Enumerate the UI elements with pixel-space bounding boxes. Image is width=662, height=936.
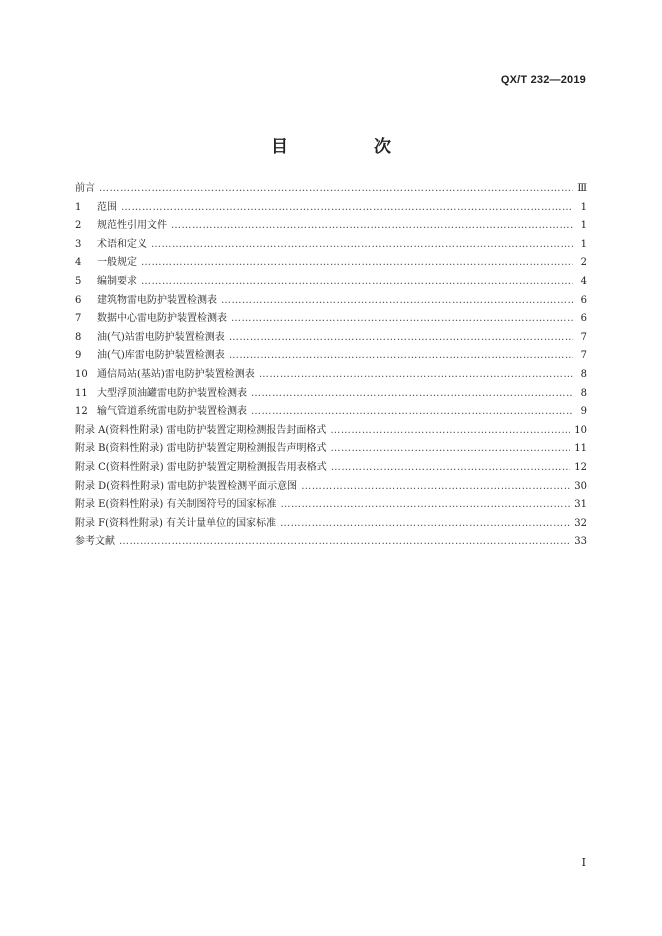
toc-leader-dots	[119, 533, 570, 552]
toc-leader-dots	[121, 199, 573, 218]
toc-entry-title: 前言	[75, 183, 95, 194]
toc-entry-number: 2	[75, 220, 82, 232]
toc-entry-number: 3	[75, 238, 82, 250]
toc-leader-dots	[141, 254, 573, 273]
toc-leader-dots	[99, 180, 573, 199]
toc-entry-page: 12	[574, 461, 587, 473]
toc-entry-number: 8	[75, 331, 82, 343]
toc-entry-title: 数据中心雷电防护装置检测表	[97, 313, 227, 325]
toc-leader-dots	[330, 422, 570, 441]
toc-entry-title: 输气管道系统雷电防护装置检测表	[97, 406, 247, 418]
toc-entry[interactable]	[75, 199, 587, 218]
toc-entry[interactable]	[75, 422, 587, 441]
toc-entry-title: 范围	[97, 201, 117, 213]
toc-entry-title: 附录 D(资料性附录) 雷电防护装置检测平面示意图	[75, 480, 298, 492]
toc-entry-number: 12	[75, 406, 88, 418]
toc-entry[interactable]	[75, 385, 587, 404]
toc-leader-dots	[171, 217, 573, 236]
toc-entry[interactable]	[75, 366, 587, 385]
toc-entry[interactable]	[75, 273, 587, 292]
toc-entry-page: 9	[580, 406, 587, 418]
toc-entry-title: 编制要求	[97, 275, 137, 287]
toc-entry-page: 7	[580, 350, 587, 362]
toc-entry-page: 31	[574, 499, 587, 511]
toc-entry[interactable]	[75, 496, 587, 515]
toc-leader-dots	[301, 478, 570, 497]
toc-entry-title: 建筑物雷电防护装置检测表	[97, 294, 217, 306]
toc-entry-page: 2	[580, 257, 587, 269]
toc-entry-page: 6	[580, 313, 587, 325]
toc-leader-dots	[231, 310, 573, 329]
toc-entry-page: 8	[580, 387, 587, 399]
toc-entry-title: 油(气)站雷电防护装置检测表	[97, 331, 225, 343]
toc-entry-page: 1	[580, 220, 587, 232]
toc-entry-number: 4	[75, 257, 82, 269]
toc-entry-page: 7	[580, 331, 587, 343]
toc-entry[interactable]	[75, 254, 587, 273]
toc-entry[interactable]	[75, 440, 587, 459]
toc-entry[interactable]	[75, 515, 587, 534]
standard-code: QX/T 232—2019	[500, 74, 586, 86]
toc-entry-title: 通信局站(基站)雷电防护装置检测表	[97, 368, 255, 380]
toc-entry-page: 1	[580, 201, 587, 213]
toc-entry-number: 9	[75, 350, 82, 362]
toc-entry[interactable]	[75, 292, 587, 311]
toc-entry[interactable]	[75, 329, 587, 348]
toc-entry-page: Ⅲ	[577, 183, 587, 194]
toc-leader-dots	[221, 292, 573, 311]
toc-leader-dots	[141, 273, 573, 292]
toc-entry[interactable]	[75, 459, 587, 478]
toc-leader-dots	[331, 459, 570, 478]
toc-entry[interactable]	[75, 217, 587, 236]
toc-leader-dots	[251, 403, 573, 422]
toc-entry-number: 5	[75, 275, 82, 287]
toc-entry[interactable]	[75, 347, 587, 366]
toc-entry[interactable]	[75, 310, 587, 329]
toc-leader-dots	[259, 366, 573, 385]
toc-entry-number: 10	[75, 368, 88, 380]
toc-entry-title: 一般规定	[97, 257, 137, 269]
toc-entry[interactable]	[75, 478, 587, 497]
toc-entry-title: 大型浮顶油罐雷电防护装置检测表	[97, 387, 247, 399]
toc-entry-number: 11	[75, 387, 88, 399]
toc-entry-page: 33	[574, 536, 587, 548]
toc-leader-dots	[331, 440, 571, 459]
toc-entry[interactable]	[75, 180, 587, 199]
toc-entry-title: 参考文献	[75, 536, 115, 548]
toc-entry-title: 附录 A(资料性附录) 雷电防护装置定期检测报告封面格式	[75, 424, 327, 436]
toc-entry-page: 6	[580, 294, 587, 306]
toc-leader-dots	[229, 347, 573, 366]
toc-entry-title: 附录 B(资料性附录) 雷电防护装置定期检测报告声明格式	[75, 443, 327, 455]
toc-entry-page: 1	[580, 238, 587, 250]
toc-entry-page: 32	[574, 517, 587, 529]
toc-leader-dots	[251, 385, 573, 404]
toc-leader-dots	[280, 496, 570, 515]
toc-entry-page: 10	[574, 424, 587, 436]
toc-entry-page: 4	[580, 275, 587, 287]
toc-entry[interactable]	[75, 236, 587, 255]
toc-entry-number: 1	[75, 201, 82, 213]
toc-entry-page: 8	[580, 368, 587, 380]
toc-leader-dots	[151, 236, 573, 255]
toc-entry-page: 30	[574, 480, 587, 492]
toc-entry-number: 6	[75, 294, 82, 306]
toc-entry-number: 7	[75, 313, 82, 325]
page-title: 目 次	[271, 137, 431, 157]
toc-leader-dots	[229, 329, 573, 348]
toc-entry-title: 规范性引用文件	[97, 220, 167, 232]
toc-entry[interactable]	[75, 533, 587, 552]
toc-leader-dots	[280, 515, 570, 534]
table-of-contents	[75, 180, 587, 552]
toc-entry[interactable]	[75, 403, 587, 422]
toc-entry-page: 11	[574, 443, 587, 455]
page-number: I	[581, 856, 586, 869]
toc-entry-title: 附录 F(资料性附录) 有关计量单位的国家标准	[75, 517, 277, 529]
toc-entry-title: 油(气)库雷电防护装置检测表	[97, 350, 225, 362]
toc-entry-title: 附录 E(资料性附录) 有关制图符号的国家标准	[75, 499, 277, 511]
toc-entry-title: 术语和定义	[97, 238, 147, 250]
toc-entry-title: 附录 C(资料性附录) 雷电防护装置定期检测报告用表格式	[75, 461, 327, 473]
